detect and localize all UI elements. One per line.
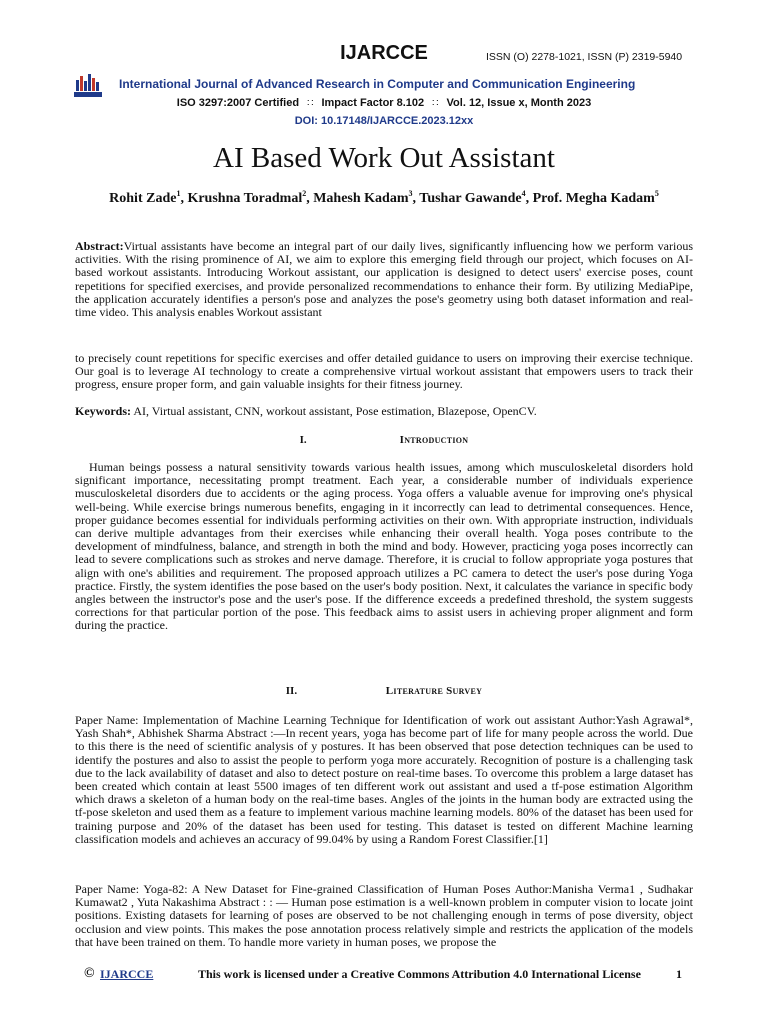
literature-paragraph: Paper Name: Yoga-82: A New Dataset for Fine-grained Classification of Human Poses Author:Manisha Verma1 , Sudhakar Kumawat2 , Yuta Nakashima Abstract : : — Human pose estimation is a well-known problem in computer vision to locate joint positions. Existing datasets for learning of poses are observed to be not challenging enough in terms of pose diversity, object occlusion and view points. This makes the pose annotation process relatively simple and restricts the application of the models that have been trained on them. To handle more variety in human poses, we propose the <box>75 882 693 949</box>
volume-issue: Vol. 12, Issue x, Month 2023 <box>446 97 592 109</box>
author-name: Krushna Toradmal <box>187 191 303 206</box>
ijarcce-logo-icon <box>73 72 103 98</box>
copyright-icon: © <box>84 966 95 981</box>
page-number: 1 <box>676 967 682 981</box>
paper-title: AI Based Work Out Assistant <box>213 142 555 174</box>
section-number: I. <box>299 434 307 446</box>
keywords-text: AI, Virtual assistant, CNN, workout assistant, Pose estimation, Blazepose, OpenCV. <box>133 404 537 418</box>
author-name: Mahesh Kadam <box>313 191 409 206</box>
section-number: II. <box>285 685 298 697</box>
doi-label: DOI: <box>294 115 318 127</box>
journal-link[interactable]: IJARCCE <box>100 967 154 981</box>
certification-line <box>0 97 768 109</box>
license-notice: This work is licensed under a Creative Commons Attribution 4.0 International License <box>198 967 641 981</box>
author-name: Tushar Gawande <box>419 191 522 206</box>
introduction-paragraph: Human beings possess a natural sensitivity towards various health issues, among which musculoskeletal disorders hold significant importance, necessitating prompt treatment. Each year, a considerable number of individuals experience musculoskeletal disorders due to accidents or the aging process. Yoga offers a valuable avenue for improving one's physical well-being. While exercise brings numerous benefits, engaging in it incorrectly can lead to detrimental consequences. Hence, proper guidance becomes essential for individuals performing activities on their own. With appropriate instruction, individuals can derive multiple advantages from their exercises while enhancing their overall health. Yoga poses contribute to the development of mindfulness, balance, and strength in both the mind and body. However, practicing yoga poses incorrectly can lead to severe complications such as strokes and nerve damage. Therefore, it is crucial to follow appropriate yoga postures that align with one's abilities and requirement. The proposed approach utilizes a PC camera to detect the user's pose during Yoga practice. Firstly, the system identifies the pose based on the user's body position. Next, it calculates the variance in specific body angles between the instructor's pose and the user's pose. If the difference exceeds a predefined threshold, the system suggests corrections for that particular portion of the pose. This feedback aims to assist users in achieving proper alignment and form during the practice. <box>75 460 693 633</box>
author-affiliation: 4 <box>521 189 526 198</box>
abstract-text: Virtual assistants have become an integral part of our daily lives, significantly influencing how we perform various activities. With the rising prominence of AI, we aim to explore this emerging field through our project, which focuses on AI-based workout assistants. Introducing Workout assistant, our application is designed to detect users' exercise poses, count repetitions for specified exercises, and provide personalized recommendations to enhance their form. By utilizing MediaPipe, the application accurately identifies a person's pose and analyzes the pose's geometry using both dataset information and real-time video. This analysis enables Workout assistant <box>75 239 693 320</box>
abstract-label: Abstract: <box>75 239 124 253</box>
separator-icon: ∷ <box>432 98 439 109</box>
keywords-label: Keywords: <box>75 404 131 418</box>
journal-abbreviation: IJARCCE <box>340 42 428 64</box>
keywords-paragraph <box>75 405 693 418</box>
author-name: Prof. Megha Kadam <box>532 191 655 206</box>
issn-numbers: ISSN (O) 2278-1021, ISSN (P) 2319-5940 <box>486 51 683 63</box>
abstract-continuation <box>75 352 693 392</box>
author-affiliation: 1 <box>176 189 181 198</box>
author-name: Rohit Zade <box>109 191 177 206</box>
section-title: Introduction <box>399 434 469 446</box>
section-heading-literature-survey <box>0 685 768 697</box>
author-affiliation: 2 <box>302 189 307 198</box>
doi-value[interactable]: 10.17148/IJARCCE.2023.12xx <box>321 115 474 127</box>
literature-paragraph: Paper Name: Implementation of Machine Learning Technique for Identification of work out assistant Author:Yash Agrawal*, Yash Shah*, Abhishek Sharma Abstract :—In recent years, yoga has become part of life for many people across the world. Due to this there is the need of scientific analysis of y postures. It has been observed that pose detection techniques can be used to identify the postures and also to assist the people to perform yoga more accurately. Recognition of posture is a challenging task due to the lack availability of dataset and also to detect posture on real-time bases. To overcome this problem a large dataset has been created which contain at least 5500 images of ten different work out assistant and used a tf-pose estimation Algorithm which draws a skeleton of a human body on the real-time bases. Angles of the joints in the human body are extracted using the tf-pose skeleton and used them as a feature to implement various machine learning models. 80% of the dataset has been used for training purpose and 20% of the dataset has been used for testing. This dataset is tested on different Machine learning classification models and achieves an accuracy of 99.04% by using a Random Forest Classifier.[1] <box>75 713 693 846</box>
author-list: Rohit Zade$^1$, Krushna Toradmal$^2$, Mahesh Kadam$^3$, Tushar Gawande$^4$, Prof. Megha Kadam$^5$ <box>109 189 659 206</box>
doi-line <box>0 115 768 127</box>
abstract-paragraph <box>75 240 693 319</box>
iso-certification: ISO 3297:2007 Certified <box>176 97 300 109</box>
impact-factor: Impact Factor 8.102 <box>321 97 425 109</box>
abstract-continuation-text: to precisely count repetitions for specific exercises and offer detailed guidance to users on improving their exercise technique. Our goal is to leverage AI technology to create a comprehensive virtual workout assistant that empowers users to track their progress, ensure proper form, and gain valuable insights for their fitness journey. <box>75 351 693 392</box>
separator-icon: ∷ <box>307 98 314 109</box>
section-heading-introduction <box>0 434 768 446</box>
journal-full-name: International Journal of Advanced Research in Computer and Communication Engineering <box>119 77 636 91</box>
author-affiliation: 5 <box>654 189 659 198</box>
author-affiliation: 3 <box>408 189 413 198</box>
section-title: Literature Survey <box>385 685 483 697</box>
